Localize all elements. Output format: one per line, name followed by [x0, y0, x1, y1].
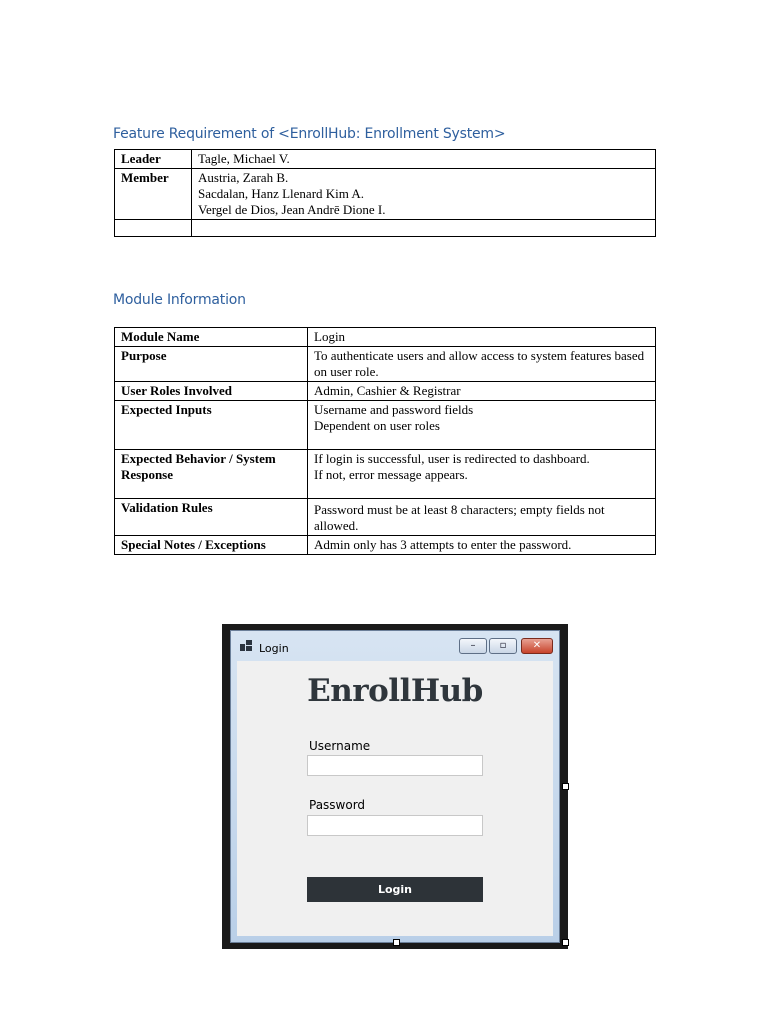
login-button[interactable]: Login: [307, 877, 483, 902]
member-name: Austria, Zarah B.: [198, 170, 289, 185]
empty-label: [115, 220, 192, 237]
resize-handle[interactable]: [393, 939, 400, 946]
member-name: Sacdalan, Hanz Llenard Kim A.: [198, 186, 365, 201]
table-row: [115, 220, 656, 237]
notes-value: Admin only has 3 attempts to enter the password.: [308, 536, 656, 555]
module-heading: Module Information: [113, 292, 246, 308]
member-label: Member: [115, 169, 192, 220]
table-row: [115, 499, 656, 536]
member-values: [192, 169, 656, 220]
username-label: Username: [309, 739, 371, 753]
validation-value: Password must be at least 8 characters; empty fields not allowed.: [308, 499, 656, 536]
module-name-value: Login: [308, 328, 656, 347]
title-bar[interactable]: [231, 631, 559, 659]
leader-value: Tagle, Michael V.: [192, 150, 656, 169]
member-name: Vergel de Dios, Jean Andrē Dione I.: [198, 202, 386, 217]
behavior-label: Expected Behavior / System Response: [115, 450, 308, 499]
roles-value: Admin, Cashier & Registrar: [308, 382, 656, 401]
empty-value: [192, 220, 656, 237]
table-row: [115, 328, 656, 347]
minimize-icon: –: [470, 640, 476, 651]
close-icon: ✕: [532, 640, 542, 651]
validation-label: Validation Rules: [115, 499, 308, 536]
table-row: [115, 401, 656, 450]
table-row: [115, 169, 656, 220]
table-row: [115, 150, 656, 169]
table-row: [115, 536, 656, 555]
minimize-button[interactable]: [459, 638, 487, 654]
module-table: [114, 327, 656, 555]
password-label: Password: [309, 798, 366, 812]
app-title: EnrollHub: [307, 673, 483, 709]
table-row: [115, 347, 656, 382]
password-input[interactable]: [307, 815, 483, 836]
login-form: [237, 661, 553, 936]
maximize-icon: ▫: [499, 640, 507, 651]
table-row: [115, 382, 656, 401]
form-icon: [240, 640, 252, 651]
table-row: [115, 450, 656, 499]
username-input[interactable]: [307, 755, 483, 776]
roles-label: User Roles Involved: [115, 382, 308, 401]
purpose-label: Purpose: [115, 347, 308, 382]
feature-heading: Feature Requirement of <EnrollHub: Enrollment System>: [113, 126, 506, 142]
inputs-label: Expected Inputs: [115, 401, 308, 450]
purpose-value: To authenticate users and allow access to system features based on user role.: [308, 347, 656, 382]
login-window-screenshot: [222, 624, 568, 949]
inputs-value: Username and password fields Dependent on user roles: [308, 401, 656, 450]
resize-handle[interactable]: [562, 939, 569, 946]
behavior-value: If login is successful, user is redirected to dashboard. If not, error message appears.: [308, 450, 656, 499]
module-name-label: Module Name: [115, 328, 308, 347]
resize-handle[interactable]: [562, 783, 569, 790]
feature-table: [114, 149, 656, 237]
maximize-button[interactable]: [489, 638, 517, 654]
window-title: Login: [259, 642, 289, 655]
notes-label: Special Notes / Exceptions: [115, 536, 308, 555]
login-window: [230, 630, 560, 943]
leader-label: Leader: [115, 150, 192, 169]
close-button[interactable]: [521, 638, 553, 654]
